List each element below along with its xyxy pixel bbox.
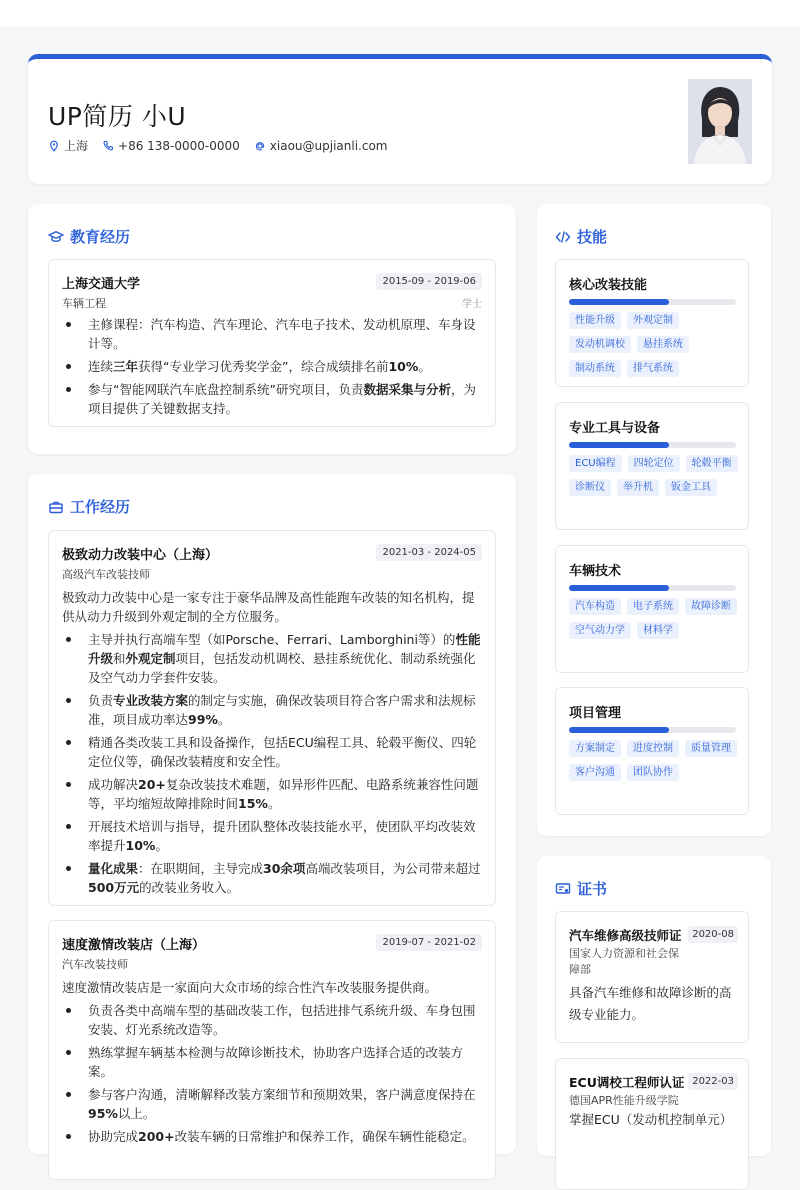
certificate-icon xyxy=(555,881,571,897)
header-card xyxy=(28,54,772,184)
certificate-issuer: 国家人力资源和社会保障部 xyxy=(569,947,679,976)
skill-level-fill xyxy=(569,299,669,305)
contact-info xyxy=(48,137,388,154)
certificate-name: ECU调校工程师认证 xyxy=(569,1075,685,1090)
skill-tags xyxy=(569,312,739,377)
skill-tag: 质量管理 xyxy=(685,740,737,757)
skill-tag: 悬挂系统 xyxy=(637,336,689,353)
location-text: 上海 xyxy=(64,139,89,153)
skill-tag: 空气动力学 xyxy=(569,622,631,639)
education-dates: 2015-09 - 2019-06 xyxy=(376,273,482,290)
work-section xyxy=(28,474,516,1154)
skill-group-title: 专业工具与设备 xyxy=(569,421,661,436)
skill-group xyxy=(555,259,749,387)
skill-tag: ECU编程 xyxy=(569,455,622,472)
list-item: 负责专业改装方案的制定与实施，确保改装项目符合客户需求和法规标准，项目成功率达99%。 xyxy=(62,691,482,729)
education-section xyxy=(28,204,516,454)
certificate-date: 2022-03 xyxy=(688,1073,738,1090)
job-title: 汽车改装技师 xyxy=(62,958,128,971)
certificate-issuer: 德国APR性能升级学院 xyxy=(569,1094,679,1107)
resume-name: UP简历 小U xyxy=(48,102,187,131)
contact-location xyxy=(48,137,88,154)
major: 车辆工程 xyxy=(62,297,106,310)
job-details xyxy=(62,978,482,1150)
skill-level-fill xyxy=(569,442,669,448)
skill-level-bar xyxy=(569,442,736,448)
list-item: 主修课程：汽车构造、汽车理论、汽车电子技术、发动机原理、车身设计等。 xyxy=(62,315,482,353)
skill-level-bar xyxy=(569,299,736,305)
code-icon xyxy=(555,229,571,245)
skill-tag: 进度控制 xyxy=(627,740,679,757)
location-pin-icon xyxy=(48,140,60,152)
skill-tag: 电子系统 xyxy=(627,598,679,615)
skill-tag: 汽车构造 xyxy=(569,598,621,615)
skill-tag: 钣金工具 xyxy=(665,479,717,496)
company-name: 极致动力改装中心（上海） xyxy=(62,548,219,563)
list-item: 负责各类中高端车型的基础改装工作，包括进排气系统升级、车身包围安装、灯光系统改造等。 xyxy=(62,1001,482,1039)
certificates-section xyxy=(537,856,771,1156)
contact-phone[interactable] xyxy=(102,139,240,153)
list-item: 主导并执行高端车型（如Porsche、Ferrari、Lamborghini等）的性能升级和外观定制项目，包括发动机调校、悬挂系统优化、制动系统强化及空气动力学套件安装。 xyxy=(62,630,482,687)
job-dates: 2021-03 - 2024-05 xyxy=(376,544,482,561)
skill-tag: 故障诊断 xyxy=(685,598,737,615)
skills-heading: 技能 xyxy=(555,226,607,247)
profile-photo xyxy=(688,79,752,164)
skill-level-fill xyxy=(569,585,669,591)
list-item: 参与客户沟通，清晰解释改装方案细节和预期效果，客户满意度保持在95%以上。 xyxy=(62,1085,482,1123)
list-item: 熟练掌握车辆基本检测与故障诊断技术，协助客户选择合适的改装方案。 xyxy=(62,1043,482,1081)
certificate-description: 具备汽车维修和故障诊断的高级专业能力。 xyxy=(569,985,732,1022)
certificates-heading: 证书 xyxy=(555,878,607,899)
briefcase-icon xyxy=(48,499,64,515)
skill-group-title: 项目管理 xyxy=(569,706,622,721)
phone-icon xyxy=(102,140,114,152)
skill-tag: 团队协作 xyxy=(627,764,679,781)
company-name: 速度激情改装店（上海） xyxy=(62,938,206,953)
top-strip xyxy=(0,0,800,26)
list-item: 开展技术培训与指导，提升团队整体改装技能水平，使团队平均改装效率提升10%。 xyxy=(62,817,482,855)
list-item: 参与“智能网联汽车底盘控制系统”研究项目，负责数据采集与分析，为项目提供了关键数据支持。 xyxy=(62,380,482,418)
skill-level-bar xyxy=(569,585,736,591)
skill-group xyxy=(555,687,749,815)
certificate-item xyxy=(555,911,749,1043)
graduation-cap-icon xyxy=(48,229,64,245)
skill-tag: 外观定制 xyxy=(627,312,679,329)
skill-group-title: 核心改装技能 xyxy=(569,278,648,293)
education-details xyxy=(62,315,482,422)
skill-tag: 轮毂平衡 xyxy=(686,455,738,472)
skill-tag: 制动系统 xyxy=(569,360,621,377)
job-details xyxy=(62,588,482,901)
certificate-name: 汽车维修高级技师证 xyxy=(569,928,682,943)
list-item: 协助完成200+改装车辆的日常维护和保养工作，确保车辆性能稳定。 xyxy=(62,1127,482,1146)
skill-group xyxy=(555,545,749,673)
education-entry xyxy=(48,259,496,427)
phone-text: +86 138-0000-0000 xyxy=(118,138,240,153)
list-item: 量化成果：在职期间，主导完成30余项高端改装项目，为公司带来超过500万元的改装业务收入。 xyxy=(62,859,482,897)
skill-tag: 客户沟通 xyxy=(569,764,621,781)
company-summary: 极致动力改装中心是一家专注于豪华品牌及高性能跑车改装的知名机构，提供从动力升级到外观定制的全方位服务。 xyxy=(62,590,475,624)
certificate-item xyxy=(555,1058,749,1190)
degree: 学士 xyxy=(462,299,482,310)
job-title: 高级汽车改装技师 xyxy=(62,568,150,581)
job-entry xyxy=(48,920,496,1180)
skill-tag: 举升机 xyxy=(617,479,659,496)
skills-section xyxy=(537,204,771,836)
skill-tag: 排气系统 xyxy=(627,360,679,377)
skill-tag: 材料学 xyxy=(637,622,679,639)
skill-tag: 诊断仪 xyxy=(569,479,611,496)
skill-tags xyxy=(569,740,739,781)
job-entry xyxy=(48,530,496,906)
skill-tag: 性能升级 xyxy=(569,312,621,329)
skill-tag: 方案制定 xyxy=(569,740,621,757)
contact-email[interactable] xyxy=(254,139,388,153)
certificate-date: 2020-08 xyxy=(688,926,738,943)
list-item: 连续三年获得“专业学习优秀奖学金”，综合成绩排名前10%。 xyxy=(62,357,482,376)
certificate-description: 掌握ECU（发动机控制单元） xyxy=(569,1112,733,1127)
list-item: 成功解决20+复杂改装技术难题，如异形件匹配、电路系统兼容性问题等，平均缩短故障排除时间15%。 xyxy=(62,775,482,813)
skill-level-bar xyxy=(569,727,736,733)
company-summary: 速度激情改装店是一家面向大众市场的综合性汽车改装服务提供商。 xyxy=(62,980,438,995)
job-dates: 2019-07 - 2021-02 xyxy=(376,934,482,951)
skill-group xyxy=(555,402,749,530)
skill-group-title: 车辆技术 xyxy=(569,564,622,579)
skill-tags xyxy=(569,598,739,639)
skill-tag: 发动机调校 xyxy=(569,336,631,353)
school-name: 上海交通大学 xyxy=(62,277,141,292)
work-heading: 工作经历 xyxy=(48,496,130,517)
at-sign-icon xyxy=(254,140,266,152)
skill-tags xyxy=(569,455,739,496)
education-heading: 教育经历 xyxy=(48,226,130,247)
list-item: 精通各类改装工具和设备操作，包括ECU编程工具、轮毂平衡仪、四轮定位仪等，确保改装精度和安全性。 xyxy=(62,733,482,771)
email-text: xiaou@upjianli.com xyxy=(269,138,388,153)
skill-tag: 四轮定位 xyxy=(628,455,680,472)
skill-level-fill xyxy=(569,727,669,733)
